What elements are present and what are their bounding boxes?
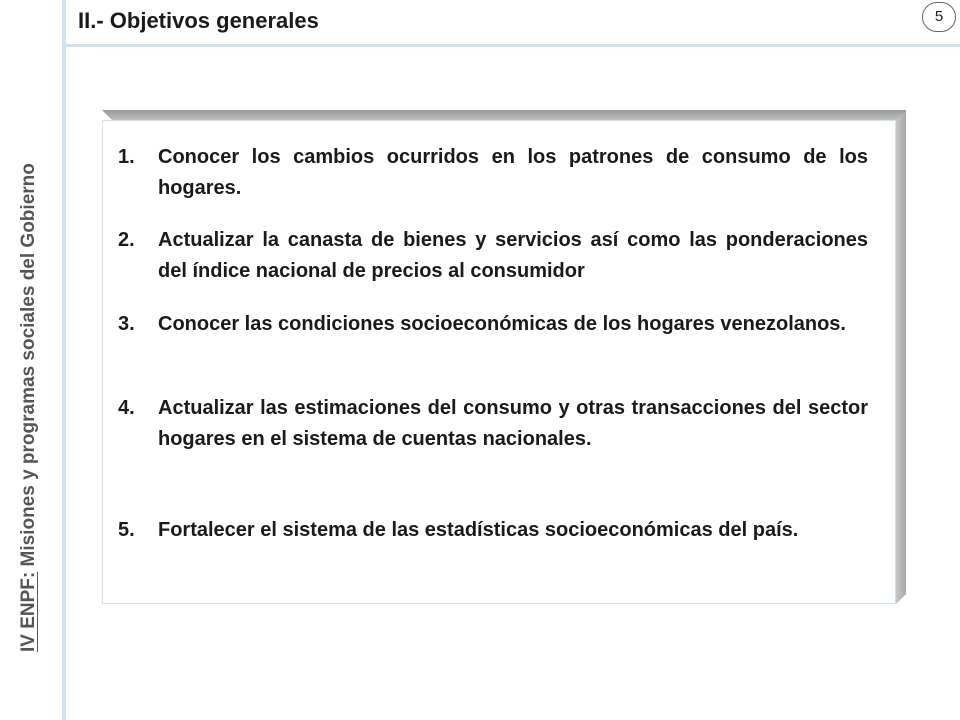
objective-text: Actualizar las estimaciones del consumo y otras transacciones del sector hogares en el sistema de cuentas nacionales. [158, 397, 868, 450]
vertical-side-label [18, 52, 40, 652]
objective-number: 2. [118, 229, 135, 251]
objective-text: Actualizar la canasta de bienes y servicios así como las ponderaciones del índice nacional de precios al consumidor [158, 229, 868, 282]
objective-item-3 [118, 309, 868, 340]
panel-bevel-right [896, 110, 906, 604]
left-divider [62, 0, 66, 720]
slide-title: II.- Objetivos generales [78, 8, 319, 33]
page-number-badge: 5 [922, 2, 956, 32]
objective-text: Conocer los cambios ocurridos en los patrones de consumo de los hogares. [158, 146, 868, 199]
objective-item-2 [118, 225, 868, 287]
header-divider [66, 44, 960, 47]
objective-text: Fortalecer el sistema de las estadísticas socioeconómicas del país. [158, 519, 799, 541]
objective-number: 3. [118, 313, 135, 335]
panel-bevel-top [102, 110, 906, 120]
side-label-rest: Misiones y programas sociales del Gobierno [18, 163, 39, 572]
objective-item-5 [118, 515, 868, 546]
objective-text: Conocer las condiciones socioeconómicas de los hogares venezolanos. [158, 313, 846, 335]
objective-number: 5. [118, 519, 135, 541]
objective-number: 1. [118, 146, 135, 168]
objective-item-4 [118, 393, 868, 455]
objective-number: 4. [118, 397, 135, 419]
objective-item-1 [118, 142, 868, 204]
side-label-prefix: IV ENPF: [18, 571, 39, 652]
